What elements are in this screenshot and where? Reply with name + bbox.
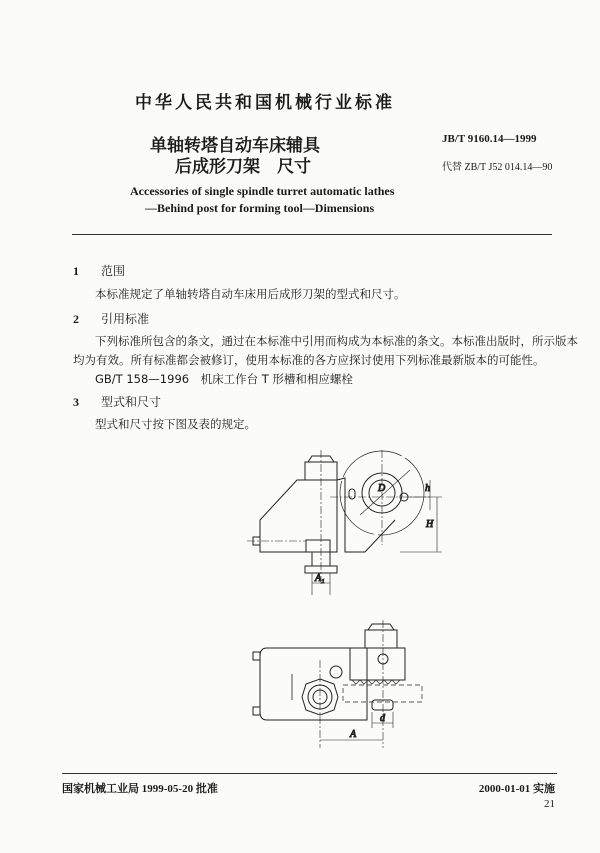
section-number: 3	[73, 395, 79, 409]
standard-number: JB/T 9160.14—1999	[442, 133, 537, 145]
section-title: 引用标准	[101, 312, 150, 326]
section-1-text: 本标准规定了单轴转塔自动车床用后成形刀架的型式和尺寸。	[95, 287, 406, 301]
footer-divider	[62, 773, 557, 774]
label-D: D	[378, 483, 386, 494]
section-title: 范围	[101, 264, 126, 278]
plan-view-drawing	[253, 620, 422, 748]
page-number: 21	[544, 798, 555, 810]
issuing-organization: 中华人民共和国机械行业标准	[135, 93, 395, 113]
title-line-2: 后成形刀架 尺寸	[175, 157, 311, 177]
label-A: A	[350, 729, 357, 740]
referenced-standard: GB/T 158—1996 机床工作台 T 形槽和相应螺栓	[95, 372, 353, 386]
implementation-info: 2000-01-01 实施	[478, 783, 555, 795]
label-d: d	[380, 713, 385, 724]
title-line-1: 单轴转塔自动车床辅具	[150, 136, 320, 156]
english-title-line-2: —Behind post for forming tool—Dimensions	[145, 201, 375, 215]
section-2-text-2: 均为有效。所有标准都会被修订，使用本标准的各方应探讨使用下列标准最新版本的可能性。	[73, 353, 545, 367]
label-H: H	[426, 519, 434, 530]
approval-info: 国家机械工业局 1999-05-20 批准	[62, 783, 218, 795]
english-title-line-1: Accessories of single spindle turret automatic lathes	[130, 184, 395, 198]
label-A1: A₁	[315, 573, 325, 584]
section-2-text-1: 下列标准所包含的条文，通过在本标准中引用而构成为本标准的条文。本标准出版时，所示版本	[95, 334, 578, 348]
side-view-drawing	[247, 450, 442, 595]
section-title: 型式和尺寸	[101, 395, 162, 409]
replaces-standard: 代替 ZB/T J52 014.14—90	[442, 162, 553, 173]
section-number: 1	[73, 264, 79, 278]
section-3-text: 型式和尺寸按下图及表的规定。	[95, 417, 256, 431]
label-h: h	[425, 483, 430, 494]
section-number: 2	[73, 312, 79, 326]
